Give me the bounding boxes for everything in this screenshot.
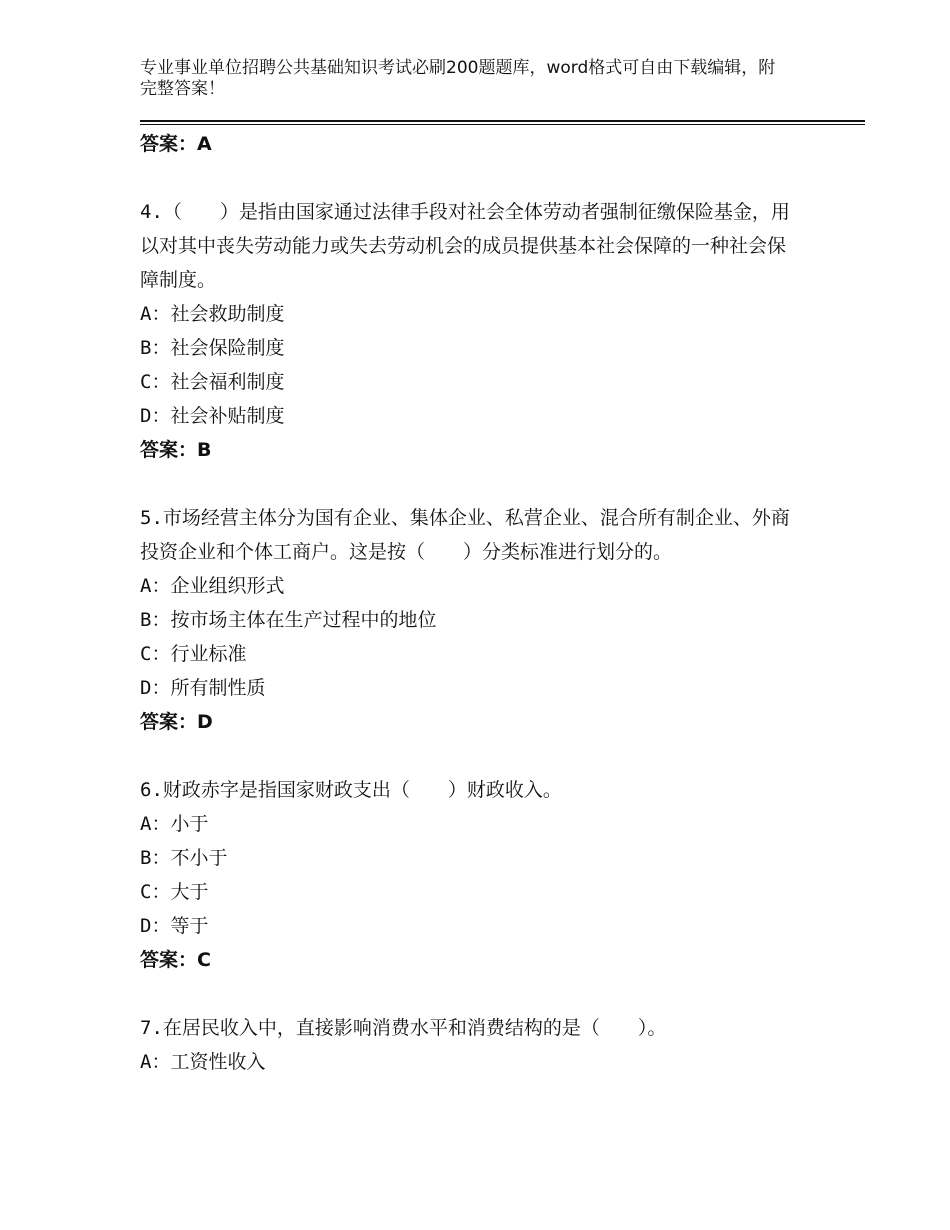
option-c: C：社会福利制度 (140, 371, 285, 393)
option-b: B：不小于 (140, 847, 228, 869)
option-d: D：所有制性质 (140, 677, 266, 699)
option-b: B：按市场主体在生产过程中的地位 (140, 609, 437, 631)
question-stem: 6.财政赤字是指国家财政支出（ ）财政收入。 (140, 779, 562, 801)
option-c: C：行业标准 (140, 643, 247, 665)
option-d: D：等于 (140, 915, 209, 937)
question-stem: 4.（ ）是指由国家通过法律手段对社会全体劳动者强制征缴保险基金，用以对其中丧失劳动能力或失去劳动机会的成员提供基本社会保障的一种社会保障制度。 (140, 201, 790, 291)
header-rule-thin (140, 124, 865, 125)
header-rule-thick (140, 120, 865, 122)
option-a: A：企业组织形式 (140, 575, 285, 597)
question-4 (140, 195, 800, 467)
question-7 (140, 1011, 800, 1079)
question-6 (140, 773, 800, 977)
answer-label: 答案：D (140, 711, 213, 733)
question-list (140, 127, 800, 1079)
option-a: A：工资性收入 (140, 1051, 266, 1073)
answer-label: 答案：A (140, 133, 212, 155)
answer-label: 答案：B (140, 439, 212, 461)
option-a: A：小于 (140, 813, 209, 835)
question-stem: 7.在居民收入中，直接影响消费水平和消费结构的是（ ）。 (140, 1017, 667, 1039)
option-c: C：大于 (140, 881, 209, 903)
question-5 (140, 501, 800, 739)
document-header: 专业事业单位招聘公共基础知识考试必刷200题题库，word格式可自由下载编辑，附完整答案！ (140, 58, 776, 99)
option-a: A：社会救助制度 (140, 303, 285, 325)
question-stem: 5.市场经营主体分为国有企业、集体企业、私营企业、混合所有制企业、外商投资企业和个体工商户。这是按（ ）分类标准进行划分的。 (140, 507, 790, 563)
answer-label: 答案：C (140, 949, 211, 971)
option-d: D：社会补贴制度 (140, 405, 285, 427)
option-b: B：社会保险制度 (140, 337, 285, 359)
